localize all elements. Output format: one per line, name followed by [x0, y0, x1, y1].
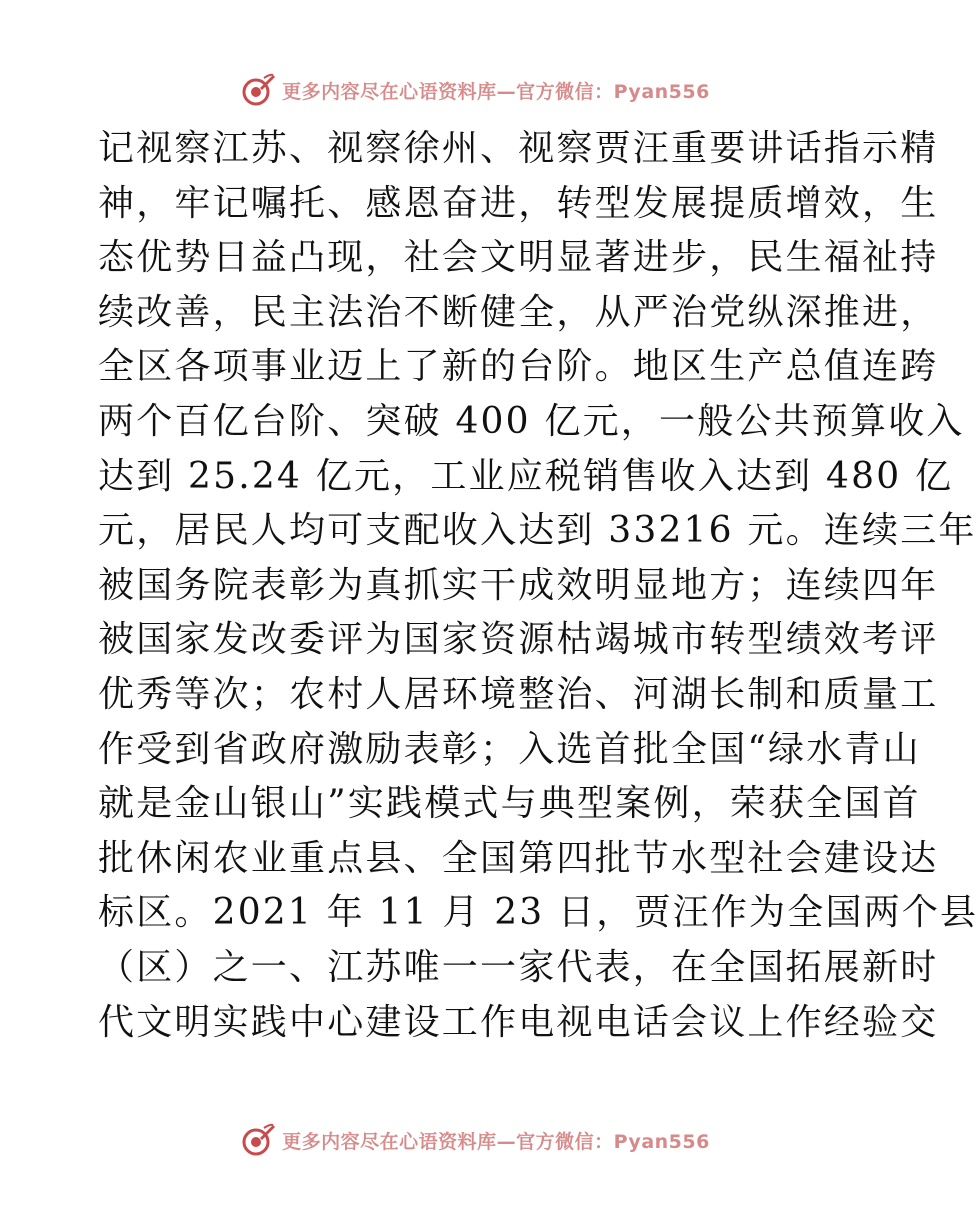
body-line: 被国务院表彰为真抓实干成效明显地方；连续四年 — [98, 564, 939, 606]
body-line: 作受到省政府激励表彰；入选首批全国“绿水青山 — [98, 728, 921, 770]
pen-logo-icon — [240, 1122, 276, 1158]
pen-logo-icon — [240, 72, 276, 108]
footer-watermark — [0, 1120, 950, 1160]
body-line: 被国家发改委评为国家资源枯竭城市转型绩效考评 — [98, 619, 939, 661]
body-line: 优秀等次；农村人居环境整治、河湖长制和质量工 — [98, 673, 939, 715]
body-line: 两个百亿台阶、突破 400 亿元，一般公共预算收入 — [98, 400, 965, 442]
body-line: 就是金山银山”实践模式与典型案例，荣获全国首 — [98, 783, 921, 825]
body-line: 标区。2021 年 11 月 23 日，贾汪作为全国两个县 — [98, 892, 978, 934]
body-line: 态优势日益凸现，社会文明显著进步，民生福祉持 — [98, 237, 939, 279]
header-watermark — [0, 70, 950, 110]
body-line: 记视察江苏、视察徐州、视察贾汪重要讲话指示精 — [98, 128, 939, 169]
body-line: 元，居民人均可支配收入达到 33216 元。连续三年 — [98, 510, 977, 552]
watermark-text: 更多内容尽在心语资料库—官方微信：Pyan556 — [282, 1130, 710, 1153]
body-line: （区）之一、江苏唯一一家代表，在全国拓展新时 — [98, 946, 939, 988]
body-line: 续改善，民主法治不断健全，从严治党纵深推进， — [98, 291, 939, 333]
body-line: 全区各项事业迈上了新的台阶。地区生产总值连跨 — [98, 346, 939, 388]
body-line: 神，牢记嘱托、感恩奋进，转型发展提质增效，生 — [98, 182, 939, 224]
body-line: 批休闲农业重点县、全国第四批节水型社会建设达 — [98, 837, 939, 879]
document-body — [98, 122, 978, 1050]
watermark-text: 更多内容尽在心语资料库—官方微信：Pyan556 — [282, 80, 710, 103]
body-line: 代文明实践中心建设工作电视电话会议上作经验交 — [98, 1001, 939, 1043]
body-line: 达到 25.24 亿元，工业应税销售收入达到 480 亿 — [98, 455, 954, 497]
